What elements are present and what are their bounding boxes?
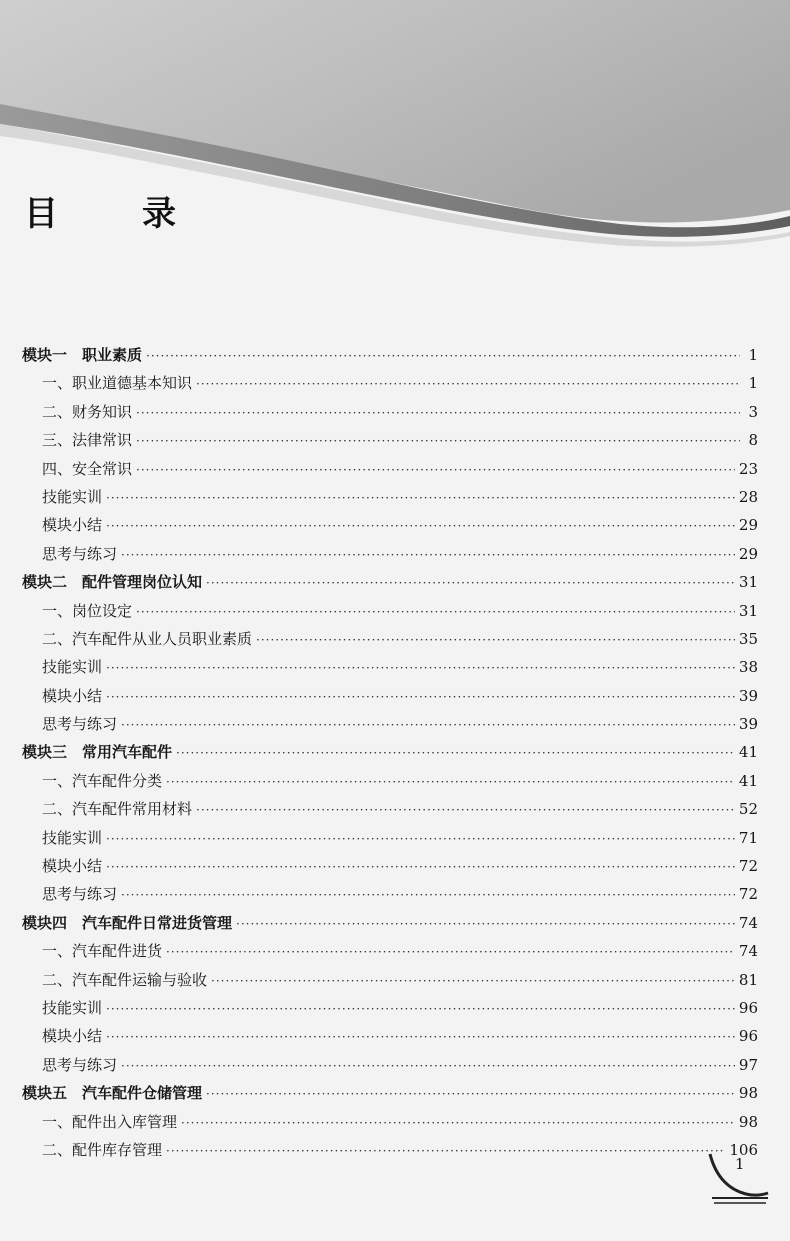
toc-entry-label: 模块小结 (42, 857, 103, 876)
toc-leader-dots (176, 739, 735, 767)
toc-leader-dots (181, 1109, 735, 1137)
toc-entry[interactable] (22, 966, 758, 994)
toc-entry[interactable] (22, 795, 758, 823)
toc-leader-dots (106, 683, 735, 711)
toc-entry[interactable] (22, 653, 758, 681)
toc-entry[interactable] (22, 455, 758, 483)
toc-entry-label: 技能实训 (42, 658, 103, 677)
toc-entry-label: 模块小结 (42, 686, 103, 705)
toc-entry-label: 一、岗位设定 (42, 601, 133, 620)
toc-leader-dots (121, 541, 735, 569)
toc-entry-label: 模块一 职业素质 (22, 346, 143, 364)
toc-entry-page: 29 (738, 544, 758, 563)
toc-leader-dots (136, 427, 740, 455)
toc-leader-dots (106, 1023, 735, 1051)
toc-leader-dots (106, 484, 735, 512)
toc-leader-dots (106, 654, 735, 682)
toc-leader-dots (106, 995, 735, 1023)
toc-entry-page: 1 (748, 374, 758, 393)
toc-entry-page: 35 (738, 629, 758, 648)
toc-entry-label: 一、汽车配件分类 (42, 771, 163, 790)
toc-entry-page: 3 (748, 402, 758, 421)
toc-entry-label: 二、汽车配件从业人员职业素质 (42, 629, 253, 648)
toc-entry[interactable] (22, 852, 758, 880)
toc-entry[interactable] (22, 369, 758, 397)
toc-entry-label: 二、汽车配件运输与验收 (42, 970, 208, 989)
toc-entry[interactable] (22, 568, 758, 596)
toc-entry[interactable] (22, 1079, 758, 1107)
toc-entry[interactable] (22, 483, 758, 511)
toc-leader-dots (236, 910, 735, 938)
toc-entry[interactable] (22, 682, 758, 710)
toc-leader-dots (256, 626, 735, 654)
toc-entry-label: 一、职业道德基本知识 (42, 374, 193, 393)
toc-entry[interactable] (22, 597, 758, 625)
toc-entry-page: 98 (738, 1084, 758, 1103)
toc-leader-dots (166, 768, 735, 796)
toc-entry-label: 二、财务知识 (42, 402, 133, 421)
toc-entry[interactable] (22, 511, 758, 539)
toc-leader-dots (166, 938, 735, 966)
toc-leader-dots (136, 456, 735, 484)
toc-entry-page: 96 (738, 998, 758, 1017)
toc-entry-page: 106 (729, 1140, 758, 1159)
toc-entry[interactable] (22, 909, 758, 937)
toc-entry[interactable] (22, 398, 758, 426)
toc-entry-page: 28 (738, 487, 758, 506)
toc-title: 目录 (24, 194, 260, 234)
toc-entry-page: 74 (738, 913, 758, 932)
toc-entry-page: 97 (738, 1055, 758, 1074)
toc-entry-page: 31 (738, 573, 758, 592)
toc-entry-page: 41 (738, 771, 758, 790)
toc-entry[interactable] (22, 625, 758, 653)
toc-entry-label: 模块小结 (42, 1027, 103, 1046)
toc-entry-page: 72 (738, 857, 758, 876)
toc-leader-dots (146, 342, 740, 370)
toc-entry-label: 模块二 配件管理岗位认知 (22, 573, 203, 592)
toc-entry-label: 一、汽车配件进货 (42, 942, 163, 961)
toc-entry[interactable] (22, 1108, 758, 1136)
toc-entry[interactable] (22, 738, 758, 766)
toc-entry-label: 模块四 汽车配件日常进货管理 (22, 913, 233, 932)
toc-entry-page: 41 (738, 743, 758, 762)
toc-leader-dots (121, 1052, 735, 1080)
toc-entry-label: 技能实训 (42, 998, 103, 1017)
toc-entry-label: 模块小结 (42, 516, 103, 535)
toc-entry[interactable] (22, 824, 758, 852)
toc-leader-dots (106, 512, 735, 540)
toc-entry-label: 思考与练习 (42, 885, 118, 904)
toc-entry-label: 技能实训 (42, 828, 103, 847)
toc-entry[interactable] (22, 880, 758, 908)
toc-entry-page: 23 (738, 459, 758, 478)
toc-leader-dots (121, 711, 735, 739)
toc-entry-label: 思考与练习 (42, 544, 118, 563)
toc-entry-label: 技能实训 (42, 487, 103, 506)
toc-entry-page: 74 (738, 942, 758, 961)
toc-entry[interactable] (22, 767, 758, 795)
toc-entry[interactable] (22, 1136, 758, 1164)
toc-leader-dots (196, 796, 735, 824)
toc-entry-label: 四、安全常识 (42, 459, 133, 478)
toc-entry[interactable] (22, 710, 758, 738)
toc-leader-dots (121, 881, 735, 909)
toc-entry-label: 思考与练习 (42, 715, 118, 734)
toc-entry-page: 98 (738, 1112, 758, 1131)
toc-leader-dots (136, 399, 740, 427)
toc-entry[interactable] (22, 994, 758, 1022)
toc-leader-dots (196, 370, 740, 398)
toc-entry[interactable] (22, 1022, 758, 1050)
toc-entry[interactable] (22, 937, 758, 965)
toc-entry-page: 71 (738, 828, 758, 847)
toc-entry-label: 一、配件出入库管理 (42, 1112, 178, 1131)
toc-leader-dots (166, 1137, 725, 1165)
toc-entry-label: 思考与练习 (42, 1055, 118, 1074)
toc-entry-page: 31 (738, 601, 758, 620)
toc-entry-page: 81 (738, 970, 758, 989)
toc-entry-page: 8 (748, 431, 758, 450)
toc-entry-page: 1 (748, 346, 758, 364)
toc-leader-dots (136, 598, 735, 626)
toc-leader-dots (206, 569, 735, 597)
toc-leader-dots (106, 825, 735, 853)
toc-entry-label: 二、汽车配件常用材料 (42, 800, 193, 819)
page-number: 1 (735, 1155, 745, 1173)
toc-leader-dots (206, 1080, 735, 1108)
toc-entry-page: 29 (738, 516, 758, 535)
toc-entry-label: 三、法律常识 (42, 431, 133, 450)
toc-entry-page: 38 (738, 658, 758, 677)
toc-entry-label: 二、配件库存管理 (42, 1140, 163, 1159)
toc-entry-page: 52 (738, 800, 758, 819)
toc-leader-dots (106, 853, 735, 881)
toc-entry-page: 96 (738, 1027, 758, 1046)
toc-entry-label: 模块三 常用汽车配件 (22, 743, 173, 762)
toc-list (22, 341, 758, 1164)
toc-entry[interactable] (22, 426, 758, 454)
toc-entry-page: 39 (738, 715, 758, 734)
toc-leader-dots (211, 967, 735, 995)
toc-entry[interactable] (22, 540, 758, 568)
toc-entry-label: 模块五 汽车配件仓储管理 (22, 1084, 203, 1103)
toc-entry-page: 39 (738, 686, 758, 705)
toc-entry[interactable] (22, 341, 758, 369)
toc-entry-page: 72 (738, 885, 758, 904)
toc-entry[interactable] (22, 1051, 758, 1079)
